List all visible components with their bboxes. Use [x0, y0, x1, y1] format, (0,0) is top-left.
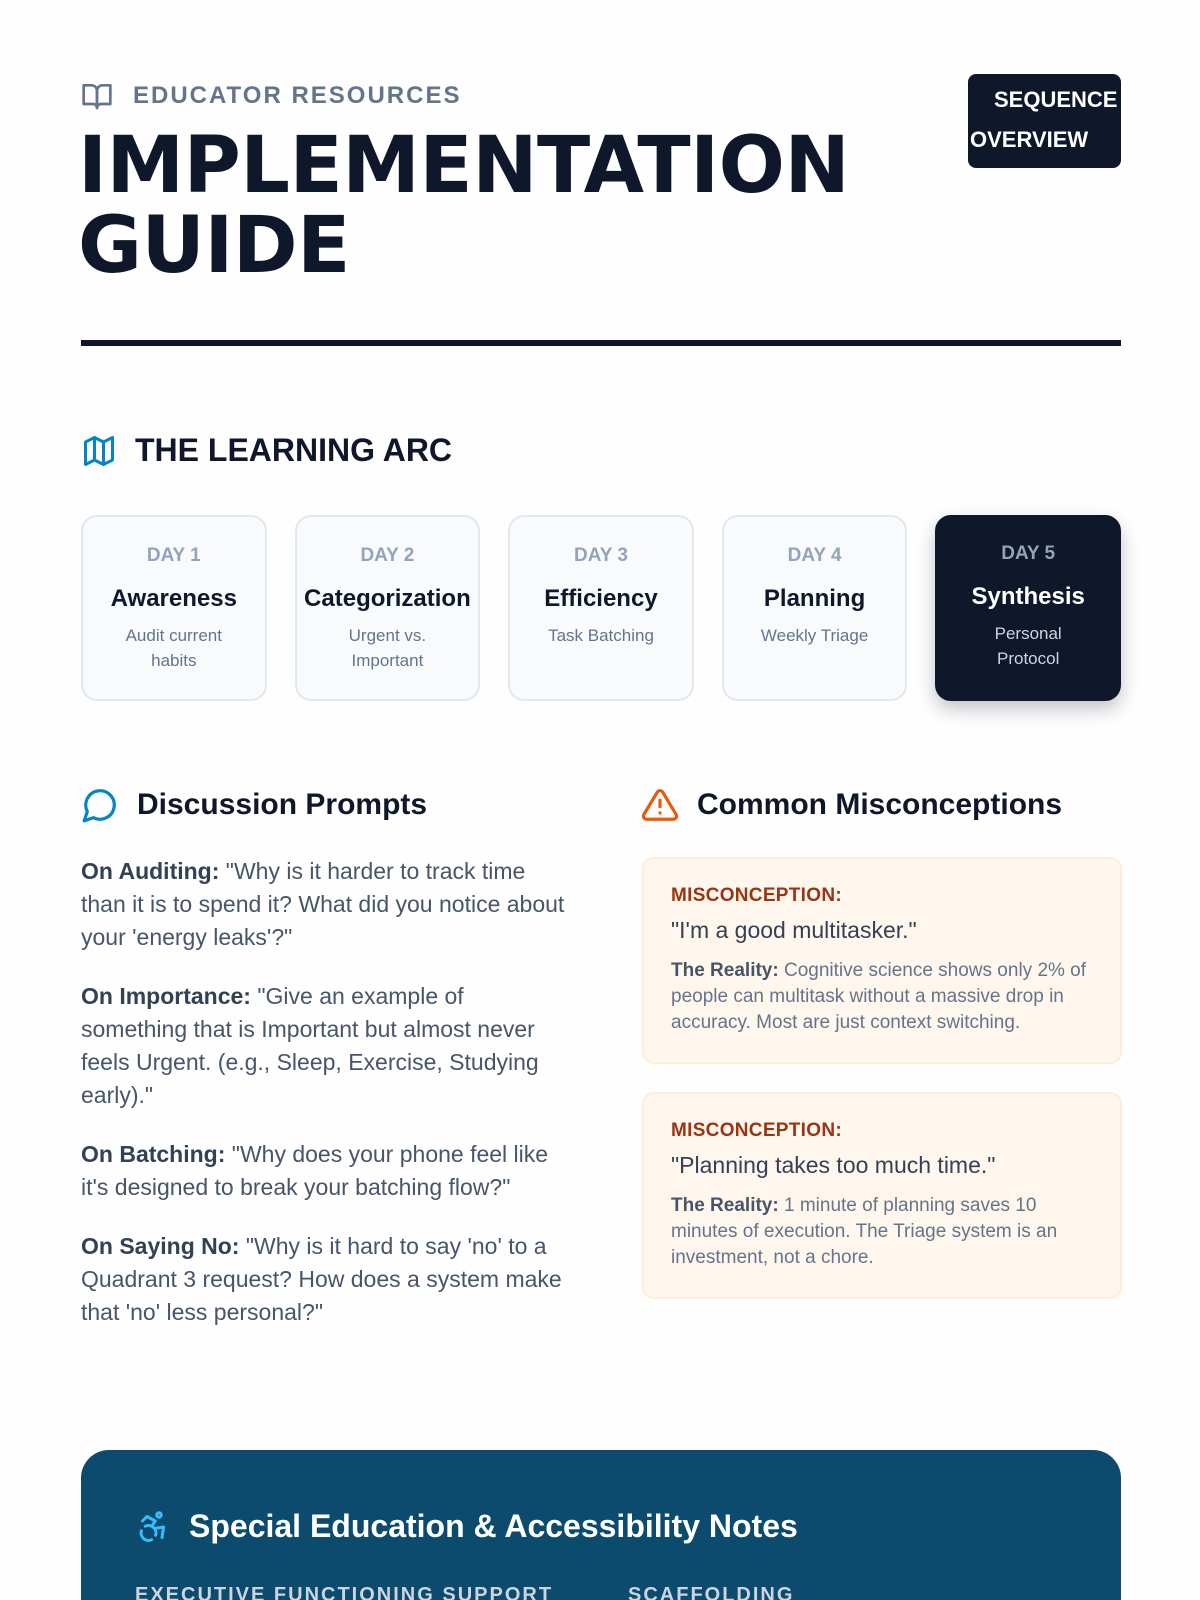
- day-title: Categorization: [304, 585, 471, 612]
- executive-functioning-label: EXECUTIVE FUNCTIONING SUPPORT: [135, 1584, 554, 1600]
- badge-line-2: OVERVIEW: [970, 127, 1089, 152]
- day-subtitle: Urgent vs. Important: [348, 626, 427, 670]
- prompt-text: "Give an example of something that is Important but almost never feels Urgent. (e.g., Sleep, Exercise, Studying early).": [81, 983, 539, 1108]
- misconception-quote: "Planning takes too much time.": [671, 1152, 996, 1178]
- kicker-label: EDUCATOR RESOURCES: [133, 82, 462, 109]
- reality-body: Cognitive science shows only 2% of people can multitask without a massive drop in accuracy. Most are just context switching.: [671, 960, 1087, 1033]
- prompt-label: On Saying No:: [81, 1233, 240, 1259]
- prompt-auditing: [81, 855, 571, 954]
- day-subtitle: Task Batching: [548, 626, 654, 645]
- day-title: Awareness: [110, 585, 237, 612]
- prompt-importance: [81, 980, 571, 1112]
- day-label: DAY 1: [146, 545, 201, 566]
- title-line-1: IMPLEMENTATION: [78, 121, 850, 211]
- misconception-card: [642, 1092, 1122, 1299]
- day-title: Planning: [763, 585, 866, 612]
- page-title: [78, 121, 978, 291]
- day-title: Efficiency: [544, 585, 658, 612]
- badge-line-1: SEQUENCE: [994, 87, 1118, 112]
- message-circle-icon: [81, 786, 119, 824]
- accessibility-panel: [81, 1450, 1121, 1600]
- day-subtitle: Weekly Triage: [760, 626, 869, 645]
- reality-label: The Reality:: [671, 1195, 779, 1216]
- prompt-saying-no: [81, 1230, 571, 1329]
- misconceptions-title: Common Misconceptions: [697, 788, 1063, 821]
- misconception-card: [642, 857, 1122, 1064]
- accessibility-heading: [135, 1508, 798, 1545]
- day-card-5-active: [935, 515, 1121, 701]
- day-subtitle: Personal Protocol: [994, 624, 1062, 668]
- learning-arc-heading: [81, 432, 452, 469]
- misconceptions-heading: [641, 786, 1062, 824]
- learning-arc-days: [81, 515, 1121, 701]
- accessibility-title: Special Education & Accessibility Notes: [189, 1508, 798, 1544]
- prompt-text: "Why is it hard to say 'no' to a Quadrant 3 request? How does a system make that 'no' less personal?": [81, 1233, 562, 1325]
- prompt-text: "Why is it harder to track time than it is to spend it? What did you notice about your 'energy leaks'?": [81, 858, 565, 950]
- header-divider: [81, 340, 1121, 346]
- map-icon: [81, 433, 117, 469]
- book-open-icon: [81, 80, 113, 112]
- misconception-quote: "I'm a good multitasker.": [671, 917, 917, 943]
- misconception-label: MISCONCEPTION:: [671, 885, 842, 906]
- reality-text: [671, 1193, 1094, 1271]
- prompt-label: On Auditing:: [81, 858, 220, 884]
- sequence-overview-badge: [968, 74, 1121, 168]
- discussion-heading: [81, 786, 427, 824]
- prompt-batching: [81, 1138, 571, 1204]
- day-label: DAY 3: [574, 545, 628, 566]
- prompt-label: On Batching:: [81, 1141, 226, 1167]
- discussion-prompts: [81, 855, 571, 1355]
- day-card-2: [295, 515, 481, 701]
- day-card-1: [81, 515, 267, 701]
- kicker: [81, 80, 461, 112]
- misconception-list: [642, 857, 1122, 1327]
- alert-triangle-icon: [641, 786, 679, 824]
- scaffolding-label: SCAFFOLDING: [628, 1584, 795, 1600]
- reality-body: 1 minute of planning saves 10 minutes of execution. The Triage system is an investment, not a chore.: [671, 1195, 1058, 1268]
- misconception-label: MISCONCEPTION:: [671, 1120, 842, 1141]
- prompt-text: "Why does your phone feel like it's designed to break your batching flow?": [81, 1141, 549, 1200]
- day-label: DAY 4: [787, 545, 842, 566]
- day-title: Synthesis: [971, 583, 1085, 610]
- reality-text: [671, 958, 1094, 1036]
- day-label: DAY 5: [1001, 543, 1056, 564]
- day-subtitle: Audit current habits: [125, 626, 222, 670]
- learning-arc-title: THE LEARNING ARC: [135, 432, 453, 468]
- title-line-2: GUIDE: [78, 201, 350, 291]
- discussion-title: Discussion Prompts: [137, 788, 428, 821]
- day-card-3: [508, 515, 694, 701]
- day-label: DAY 2: [360, 545, 415, 566]
- prompt-label: On Importance:: [81, 983, 251, 1009]
- reality-label: The Reality:: [671, 960, 779, 981]
- day-card-4: [722, 515, 908, 701]
- accessibility-icon: [135, 1509, 171, 1545]
